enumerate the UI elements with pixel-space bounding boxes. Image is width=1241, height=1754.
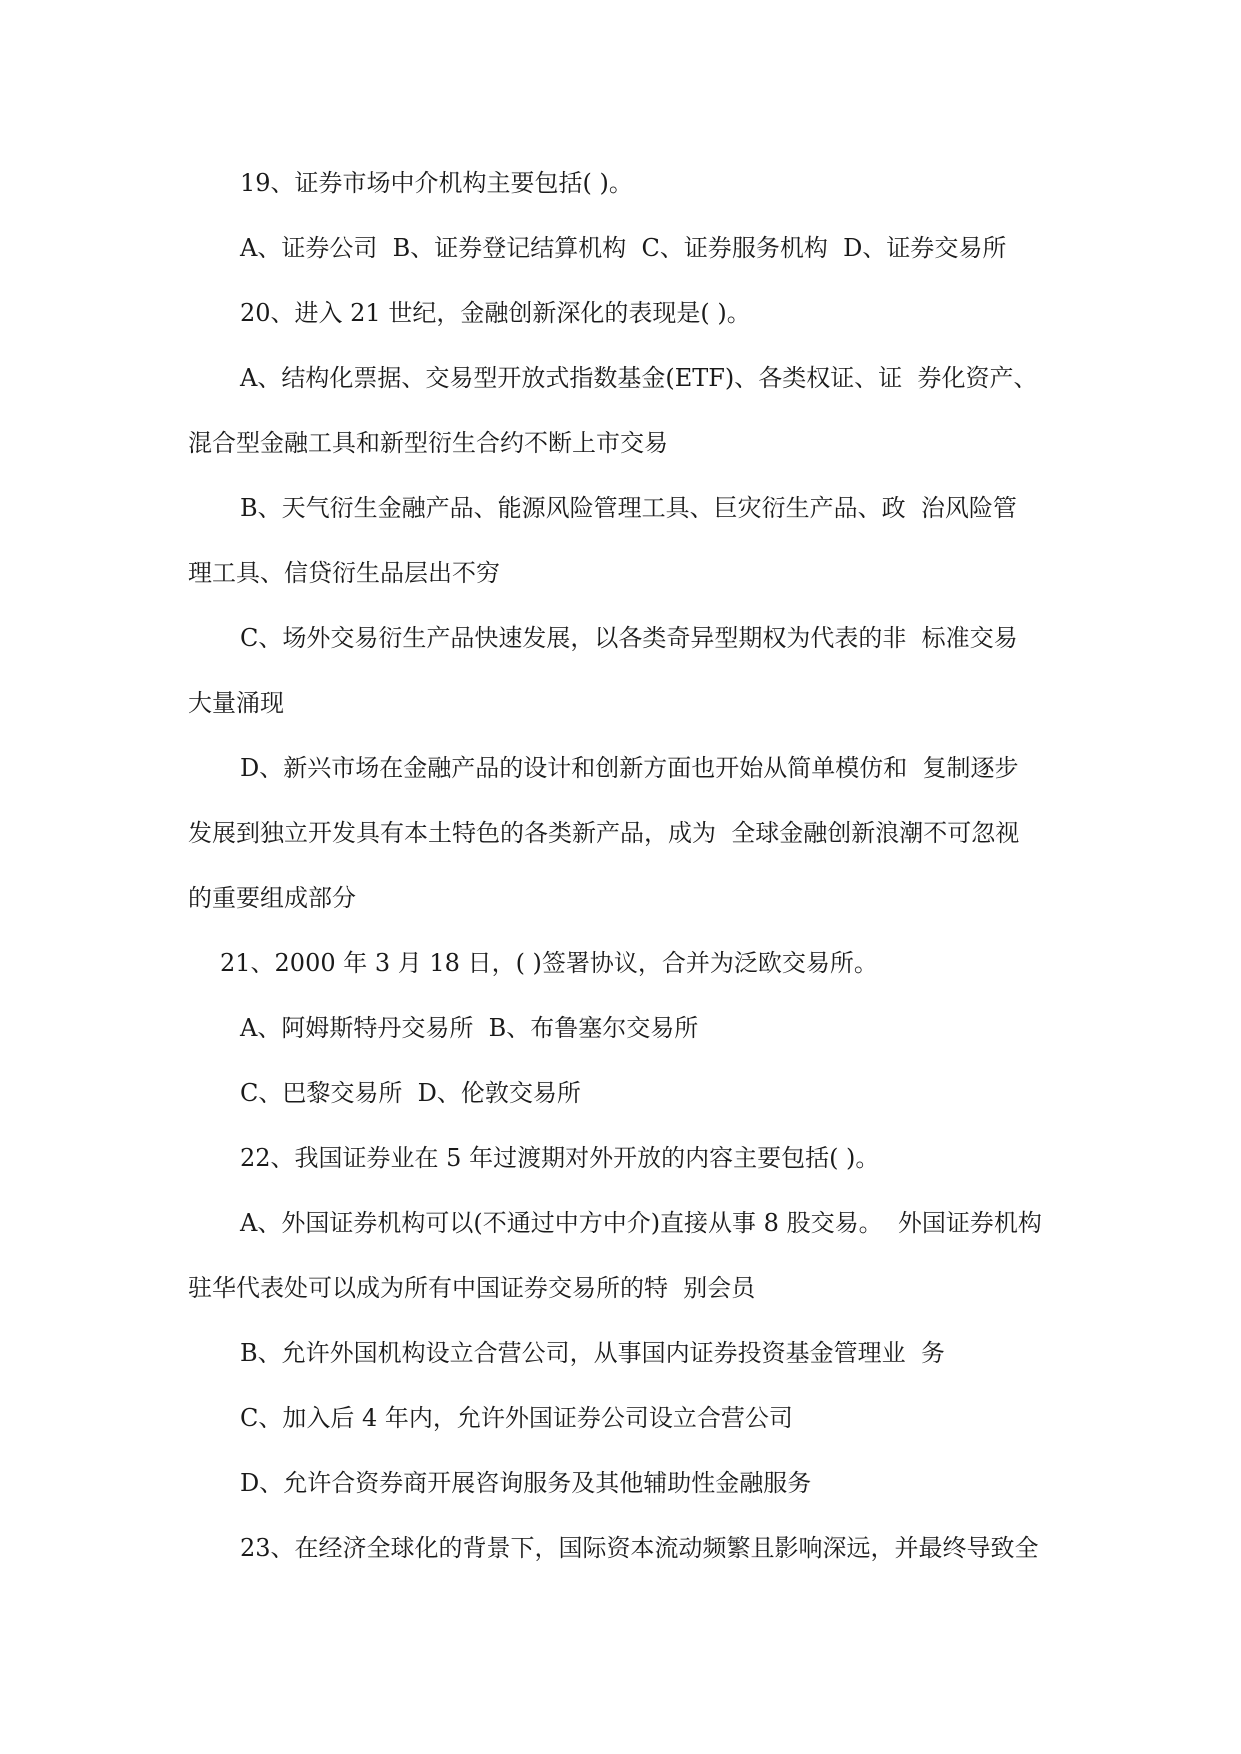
question-20-option-c: C、场外交易衍生产品快速发展，以各类奇异型期权为代表的非 标准交易: [240, 624, 1018, 652]
question-22-option-c: C、加入后 4 年内，允许外国证券公司设立合营公司: [240, 1404, 793, 1432]
question-20-option-c-cont: 大量涌现: [188, 689, 284, 717]
question-22-option-d: D、允许合资券商开展咨询服务及其他辅助性金融服务: [240, 1469, 812, 1497]
question-22-option-a-cont: 驻华代表处可以成为所有中国证券交易所的特 别会员: [188, 1274, 756, 1302]
question-22-text: 22、我国证券业在 5 年过渡期对外开放的内容主要包括( )。: [240, 1144, 880, 1172]
question-20-option-a-cont: 混合型金融工具和新型衍生合约不断上市交易: [188, 429, 668, 457]
question-23-text: 23、在经济全球化的背景下，国际资本流动频繁且影响深远，并最终导致全: [240, 1534, 1039, 1562]
question-21-options-cd: C、巴黎交易所 D、伦敦交易所: [240, 1079, 581, 1107]
question-20-option-d-cont1: 发展到独立开发具有本土特色的各类新产品，成为 全球金融创新浪潮不可忽视: [188, 819, 1020, 847]
question-20-option-b-cont: 理工具、信贷衍生品层出不穷: [188, 559, 500, 587]
question-19-options: A、证券公司 B、证券登记结算机构 C、证券服务机构 D、证券交易所: [240, 234, 1007, 262]
question-21-options-ab: A、阿姆斯特丹交易所 B、布鲁塞尔交易所: [240, 1014, 699, 1042]
question-19-text: 19、证券市场中介机构主要包括( )。: [240, 169, 633, 197]
question-20-option-d: D、新兴市场在金融产品的设计和创新方面也开始从简单模仿和 复制逐步: [240, 754, 1019, 782]
question-20-text: 20、进入 21 世纪，金融创新深化的表现是( )。: [240, 299, 751, 327]
question-20-option-d-cont2: 的重要组成部分: [188, 884, 356, 912]
question-22-option-b: B、允许外国机构设立合营公司，从事国内证券投资基金管理业 务: [240, 1339, 945, 1367]
question-22-option-a: A、外国证券机构可以(不通过中方中介)直接从事 8 股交易。 外国证券机构: [240, 1209, 1042, 1237]
question-20-option-b: B、天气衍生金融产品、能源风险管理工具、巨灾衍生产品、政 治风险管: [240, 494, 1017, 522]
question-21-text: 21、2000 年 3 月 18 日，( )签署协议，合并为泛欧交易所。: [220, 949, 878, 977]
question-20-option-a: A、结构化票据、交易型开放式指数基金(ETF)、各类权证、证 券化资产、: [240, 364, 1038, 392]
